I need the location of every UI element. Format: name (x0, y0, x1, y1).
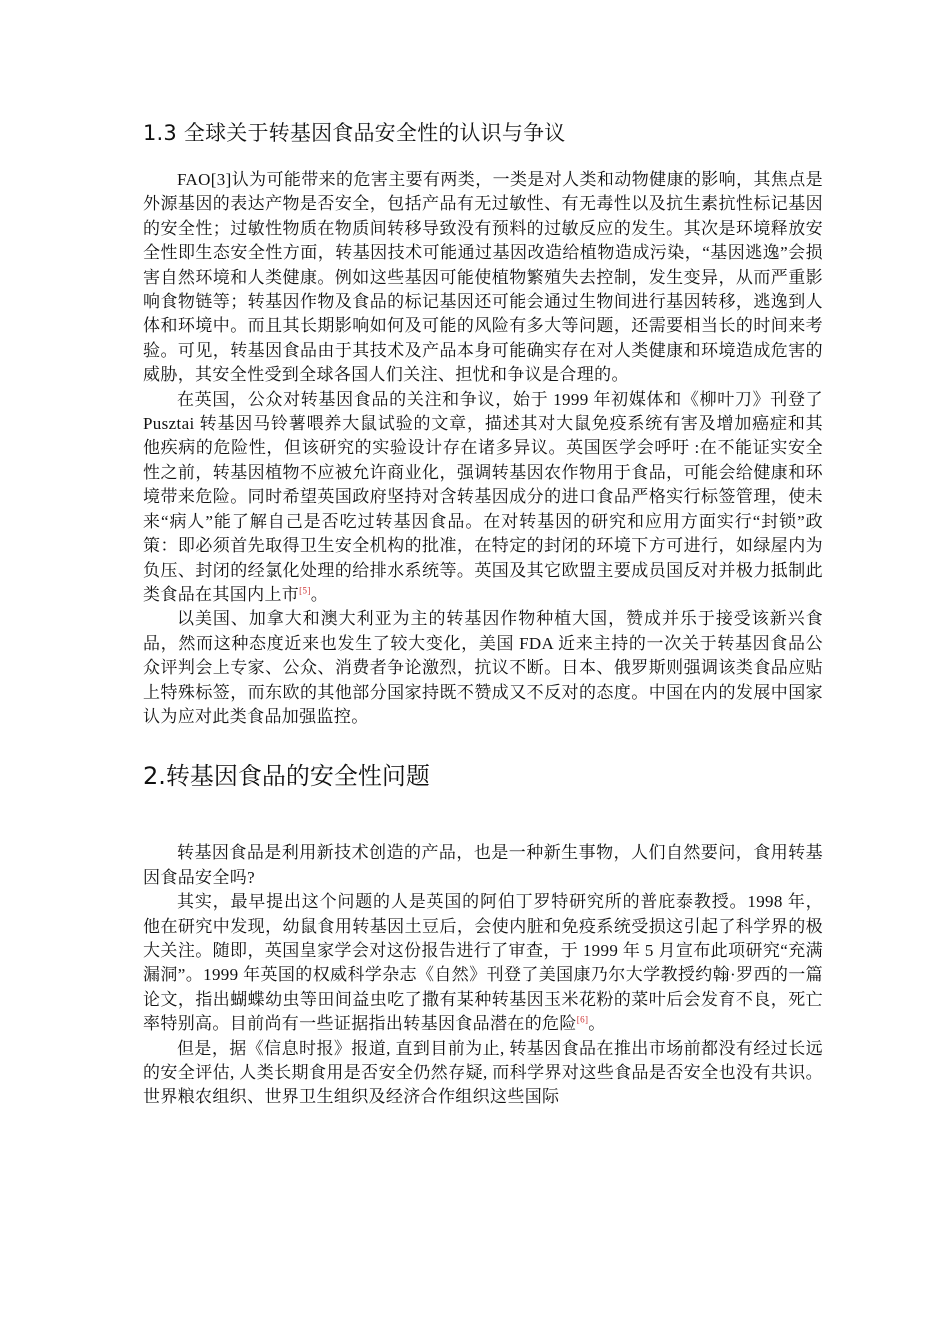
paragraph-fao-risks: FAO[3]认为可能带来的危害主要有两类，一类是对人类和动物健康的影响，其焦点是外源基因的表达产物是否安全，包括产品有无过敏性、有无毒性以及抗生素抗性标记基因的安全性；过敏性物质在物质间转移导致没有预料的过敏反应的发生。其次是环境释放安全性即生态安全性方面，转基因技术可能通过基因改造给植物造成污染，“基因逃逸”会损害自然环境和人类健康。例如这些基因可能使植物繁殖失去控制，发生变异，从而严重影响食物链等；转基因作物及食品的标记基因还可能会通过生物间进行基因转移，逃逸到人体和环境中。而且其长期影响如何及可能的风险有多大等问题，还需要相当长的时间来考验。可见，转基因食品由于其技术及产品本身可能确实存在对人类健康和环境造成危害的威胁，其安全性受到全球各国人们关注、担忧和争议是合理的。 (143, 170, 823, 385)
section-heading-2: 2.转基因食品的安全性问题 (143, 762, 430, 791)
citation-6[interactable]: [6] (576, 1014, 589, 1025)
document-page (143, 118, 823, 1110)
section-heading-1-3: 1.3 全球关于转基因食品安全性的认识与争议 (143, 121, 566, 145)
paragraph-pusztai-research: 其实，最早提出这个问题的人是英国的阿伯丁罗特研究所的普庇泰教授。1998 年，他在研究中发现，幼鼠食用转基因土豆后，会使内脏和免疫系统受损这引起了科学界的极大关注。随即，英国皇家学会对这份报告进行了审查，于 1999 年 5 月宣布此项研究“充满漏洞”。1999 年英国的权威科学杂志《自然》刊登了美国康乃尔大学教授约翰·罗西的一篇论文，指出蝴蝶幼虫等田间益虫吃了撒有某种转基因玉米花粉的菜叶后会发育不良，死亡率特别高。目前尚有一些证据指出转基因食品潜在的危险[6]。 (143, 892, 823, 1034)
paragraph-uk-debate: 在英国，公众对转基因食品的关注和争议，始于 1999 年初媒体和《柳叶刀》刊登了 Pusztai 转基因马铃薯喂养大鼠试验的文章，描述其对大鼠免疫系统有害及增加癌症和其他疾病的危险性，但该研究的实验设计存在诸多异议。英国医学会呼吁 :在不能证实安全性之前，转基因植物不应被允许商业化，强调转基因农作物用于食品，可能会给健康和环境带来危险。同时希望英国政府坚持对含转基因成分的进口食品严格实行标签管理，使未来“病人”能了解自己是否吃过转基因食品。在对转基因的研究和应用方面实行“封锁”政策：即必须首先取得卫生安全机构的批准，在特定的封闭的环境下方可进行，如绿屋内为负压、封闭的经氯化处理的给排水系统等。英国及其它欧盟主要成员国反对并极力抵制此类食品在其国内上市[5]。 (143, 389, 823, 604)
citation-5[interactable]: [5] (299, 585, 311, 596)
paragraph-new-technology: 转基因食品是利用新技术创造的产品，也是一种新生事物，人们自然要问，食用转基因食品安全吗? (143, 843, 823, 887)
paragraph-information-times: 但是，据《信息时报》报道, 直到目前为止, 转基因食品在推出市场前都没有经过长远的安全评估, 人类长期食用是否安全仍然存疑, 而科学界对这些食品是否安全也没有共识。世界粮农组织、世界卫生组织及经济合作组织这些国际 (143, 1038, 823, 1107)
paragraph-us-attitude: 以美国、加拿大和澳大利亚为主的转基因作物种植大国，赞成并乐于接受该新兴食品，然而这种态度近来也发生了较大变化，美国 FDA 近来主持的一次关于转基因食品公众评判会上专家、公众、消费者争论激烈，抗议不断。日本、俄罗斯则强调该类食品应贴上特殊标签，而东欧的其他部分国家持既不赞成又不反对的态度。中国在内的发展中国家认为应对此类食品加强监控。 (143, 609, 823, 726)
